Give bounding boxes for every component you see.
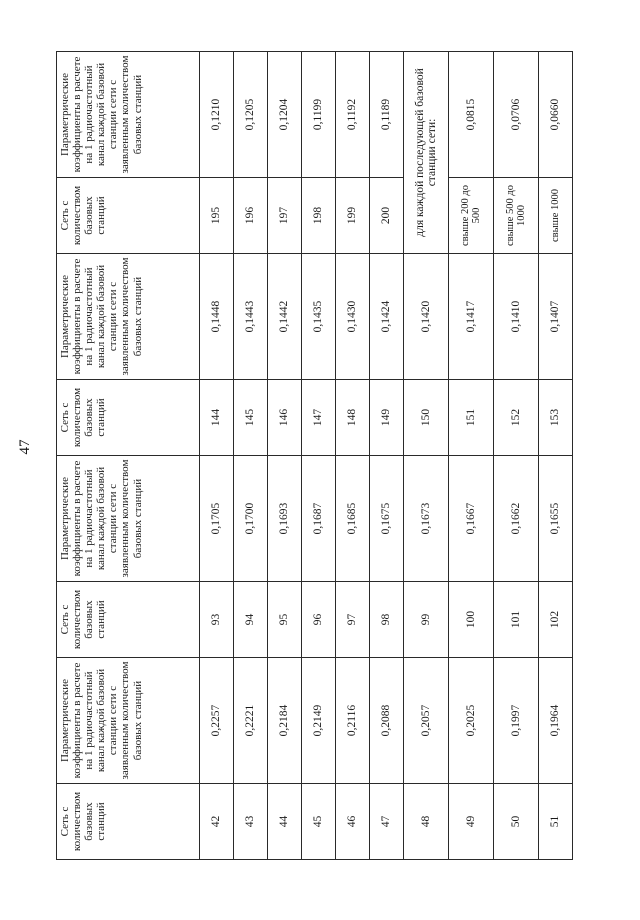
header-coef-2: Параметрические коэффициенты в расчете на 1 радиочастотный канал каждой базовой станции сети с заявленным количеством базовых станций xyxy=(57,456,200,582)
table-cell: свыше 500 до 1000 xyxy=(494,178,539,254)
table-cell: 0,1700 xyxy=(234,456,268,582)
table-cell: 101 xyxy=(494,582,539,658)
table-cell: 95 xyxy=(268,582,302,658)
header-coef-4: Параметрические коэффициенты в расчете на 1 радиочастотный канал каждой базовой станции сети с заявленным количеством базовых станций xyxy=(57,52,200,178)
table-cell: 0,1420 xyxy=(404,254,449,380)
table-cell: свыше 200 до 500 xyxy=(449,178,494,254)
table-cell: 145 xyxy=(234,380,268,456)
table-cell: 99 xyxy=(404,582,449,658)
table-cell: 0,1655 xyxy=(539,456,573,582)
table-cell: 0,2116 xyxy=(336,658,370,784)
table-cell: 0,1442 xyxy=(268,254,302,380)
table-cell: 149 xyxy=(370,380,404,456)
header-coef-1: Параметрические коэффициенты в расчете на 1 радиочастотный канал каждой базовой станции сети с заявленным количеством базовых станций xyxy=(57,658,200,784)
table-cell: 0,1430 xyxy=(336,254,370,380)
table-cell: 152 xyxy=(494,380,539,456)
table-cell: 147 xyxy=(302,380,336,456)
table-cell: 0,1407 xyxy=(539,254,573,380)
table-cell: 0,1424 xyxy=(370,254,404,380)
table-cell: 197 xyxy=(268,178,302,254)
table-cell: свыше 1000 xyxy=(539,178,573,254)
table-cell: 94 xyxy=(234,582,268,658)
table-row xyxy=(539,52,573,860)
table-cell: 43 xyxy=(234,784,268,860)
table-row xyxy=(404,52,449,860)
table-cell: 150 xyxy=(404,380,449,456)
table-cell: 0,2025 xyxy=(449,658,494,784)
header-count-4: Сеть с количеством базовых станций xyxy=(57,178,200,254)
page-number: 47 xyxy=(17,439,33,455)
table-cell: 0,1685 xyxy=(336,456,370,582)
table-cell: 0,2184 xyxy=(268,658,302,784)
table-cell: 51 xyxy=(539,784,573,860)
table-row xyxy=(268,52,302,860)
table-cell: 44 xyxy=(268,784,302,860)
table-cell: 0,0706 xyxy=(494,52,539,178)
table-cell: 0,1673 xyxy=(404,456,449,582)
table-cell: 0,1667 xyxy=(449,456,494,582)
table-cell: 0,2057 xyxy=(404,658,449,784)
table-cell: 96 xyxy=(302,582,336,658)
table-row xyxy=(336,52,370,860)
table-cell: 0,1410 xyxy=(494,254,539,380)
table-cell: 0,1675 xyxy=(370,456,404,582)
table-cell: 0,1443 xyxy=(234,254,268,380)
table-cell: 151 xyxy=(449,380,494,456)
table-cell: 0,1705 xyxy=(200,456,234,582)
table-cell: 0,1964 xyxy=(539,658,573,784)
table-cell: 198 xyxy=(302,178,336,254)
table-cell: 196 xyxy=(234,178,268,254)
table-cell: 0,0815 xyxy=(449,52,494,178)
table-cell: 0,1204 xyxy=(268,52,302,178)
table-cell: 0,1662 xyxy=(494,456,539,582)
table-cell: 148 xyxy=(336,380,370,456)
table-cell: 100 xyxy=(449,582,494,658)
table-row xyxy=(302,52,336,860)
table-cell: 200 xyxy=(370,178,404,254)
table-cell: 46 xyxy=(336,784,370,860)
header-count-2: Сеть с количеством базовых станций xyxy=(57,582,200,658)
table-cell: 50 xyxy=(494,784,539,860)
table-row xyxy=(200,52,234,860)
table-cell: 48 xyxy=(404,784,449,860)
table-row xyxy=(449,52,494,860)
table-cell: 49 xyxy=(449,784,494,860)
table-cell: 102 xyxy=(539,582,573,658)
table-cell: 195 xyxy=(200,178,234,254)
table-cell: 0,1205 xyxy=(234,52,268,178)
merged-note-cell: для каждой последующей базовой станции сети: xyxy=(404,52,449,254)
table-cell: 47 xyxy=(370,784,404,860)
table-cell: 199 xyxy=(336,178,370,254)
table-cell: 0,1189 xyxy=(370,52,404,178)
table-cell: 146 xyxy=(268,380,302,456)
coefficients-table xyxy=(56,51,573,860)
table-cell: 0,1997 xyxy=(494,658,539,784)
table-header-row xyxy=(57,52,200,860)
table-cell: 0,1210 xyxy=(200,52,234,178)
table-cell: 0,1693 xyxy=(268,456,302,582)
table-row xyxy=(370,52,404,860)
table-cell: 0,2257 xyxy=(200,658,234,784)
header-coef-3: Параметрические коэффициенты в расчете на 1 радиочастотный канал каждой базовой станции сети с заявленным количеством базовых станций xyxy=(57,254,200,380)
table-cell: 0,0660 xyxy=(539,52,573,178)
table-cell: 0,1199 xyxy=(302,52,336,178)
table-cell: 97 xyxy=(336,582,370,658)
header-count-3: Сеть с количеством базовых станций xyxy=(57,380,200,456)
table-cell: 98 xyxy=(370,582,404,658)
table-cell: 42 xyxy=(200,784,234,860)
header-count-1: Сеть с количеством базовых станций xyxy=(57,784,200,860)
table-cell: 0,1417 xyxy=(449,254,494,380)
table-cell: 0,1192 xyxy=(336,52,370,178)
table-cell: 153 xyxy=(539,380,573,456)
table-cell: 93 xyxy=(200,582,234,658)
table-row xyxy=(494,52,539,860)
table-cell: 0,1448 xyxy=(200,254,234,380)
table-cell: 0,2221 xyxy=(234,658,268,784)
table-cell: 0,1687 xyxy=(302,456,336,582)
table-cell: 144 xyxy=(200,380,234,456)
table-cell: 0,2149 xyxy=(302,658,336,784)
table-cell: 0,2088 xyxy=(370,658,404,784)
table-row xyxy=(234,52,268,860)
table-cell: 0,1435 xyxy=(302,254,336,380)
table-cell: 45 xyxy=(302,784,336,860)
